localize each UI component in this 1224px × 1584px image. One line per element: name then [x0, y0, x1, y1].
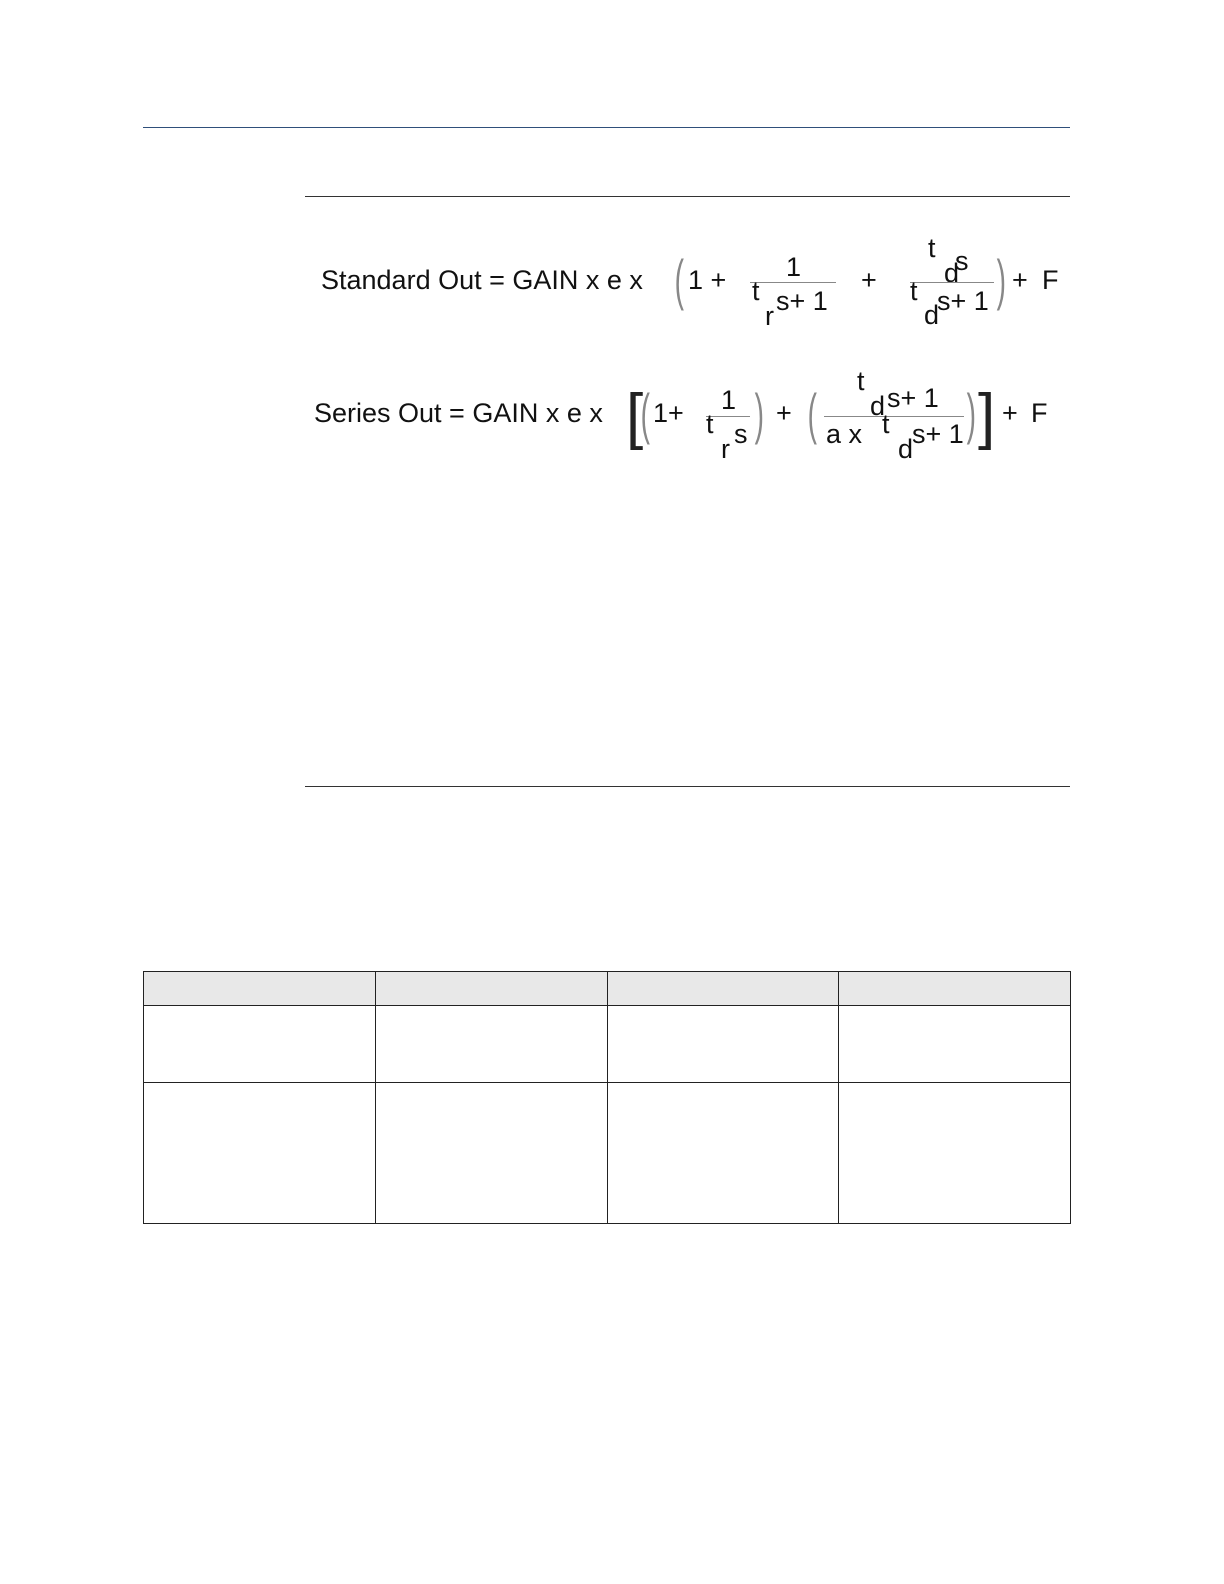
standard-frac2-bar: [910, 282, 994, 283]
series-open-paren-2: (: [807, 382, 817, 445]
standard-frac1-bar: [750, 282, 836, 283]
series-frac2-den-t: t: [882, 409, 890, 439]
series-frac1-den-s: s: [734, 419, 748, 449]
series-open-bracket: [: [626, 382, 644, 451]
standard-frac2-den-t: t: [910, 276, 918, 306]
standard-frac2-num-sub: d: [944, 258, 960, 288]
series-frac2-den-rest: s+ 1: [912, 419, 964, 449]
table-cell: [144, 1006, 376, 1083]
series-equation-lhs: Series Out = GAIN x e x: [314, 398, 603, 428]
standard-one-plus: 1 +: [688, 265, 727, 295]
standard-frac2-den-rest: s+ 1: [937, 286, 989, 316]
series-plus-mid: +: [776, 398, 792, 428]
table-header-cell: [839, 972, 1071, 1006]
section-bottom-rule: [305, 786, 1070, 787]
standard-frac1-den-rest: s+ 1: [776, 286, 828, 316]
standard-frac2-num-t: t: [928, 233, 936, 263]
standard-equation-lhs: Standard Out = GAIN x e x: [321, 265, 643, 295]
standard-frac2-num-s: s: [955, 246, 969, 276]
table-header-cell: [607, 972, 839, 1006]
series-frac2-num-t: t: [857, 366, 865, 396]
series-frac2-bar: [824, 416, 964, 417]
series-close-paren-2: ): [966, 382, 976, 445]
table-cell: [607, 1083, 839, 1224]
section-top-rule: [305, 196, 1070, 197]
standard-frac1-den-t: t: [752, 276, 760, 306]
series-frac2-den-sub: d: [898, 434, 914, 464]
series-frac1-den-sub: r: [721, 434, 730, 464]
series-f: F: [1031, 398, 1048, 428]
table-cell: [375, 1083, 607, 1224]
table-cell: [839, 1006, 1071, 1083]
table-header-row: [144, 972, 1071, 1006]
standard-frac1-numerator: 1: [786, 252, 802, 282]
standard-frac1-den-sub: r: [765, 301, 774, 331]
series-close-paren-1: ): [754, 382, 764, 445]
series-frac1-numerator: 1: [721, 385, 737, 415]
standard-frac2-den-sub: d: [924, 300, 940, 330]
table-cell: [607, 1006, 839, 1083]
table-header-cell: [144, 972, 376, 1006]
table-row: [144, 1083, 1071, 1224]
series-open-paren-1: (: [640, 382, 650, 445]
standard-plus-end: +: [1012, 265, 1028, 295]
series-frac1-den-t: t: [706, 409, 714, 439]
table-row: [144, 1006, 1071, 1083]
standard-plus-mid: +: [861, 265, 877, 295]
parameter-table: [143, 971, 1071, 1224]
series-frac2-den-a: a x: [826, 419, 863, 449]
standard-open-paren: (: [674, 248, 684, 311]
series-close-bracket: ]: [978, 382, 996, 451]
standard-close-paren: ): [996, 248, 1006, 311]
table-cell: [144, 1083, 376, 1224]
series-frac2-num-sub: d: [870, 391, 886, 421]
table-header-cell: [375, 972, 607, 1006]
series-one-plus: 1+: [653, 398, 684, 428]
series-plus-end: +: [1002, 398, 1018, 428]
series-frac2-num-rest: s+ 1: [887, 383, 939, 413]
table-cell: [375, 1006, 607, 1083]
page-header-rule: [143, 127, 1070, 128]
table-cell: [839, 1083, 1071, 1224]
standard-f: F: [1042, 265, 1059, 295]
